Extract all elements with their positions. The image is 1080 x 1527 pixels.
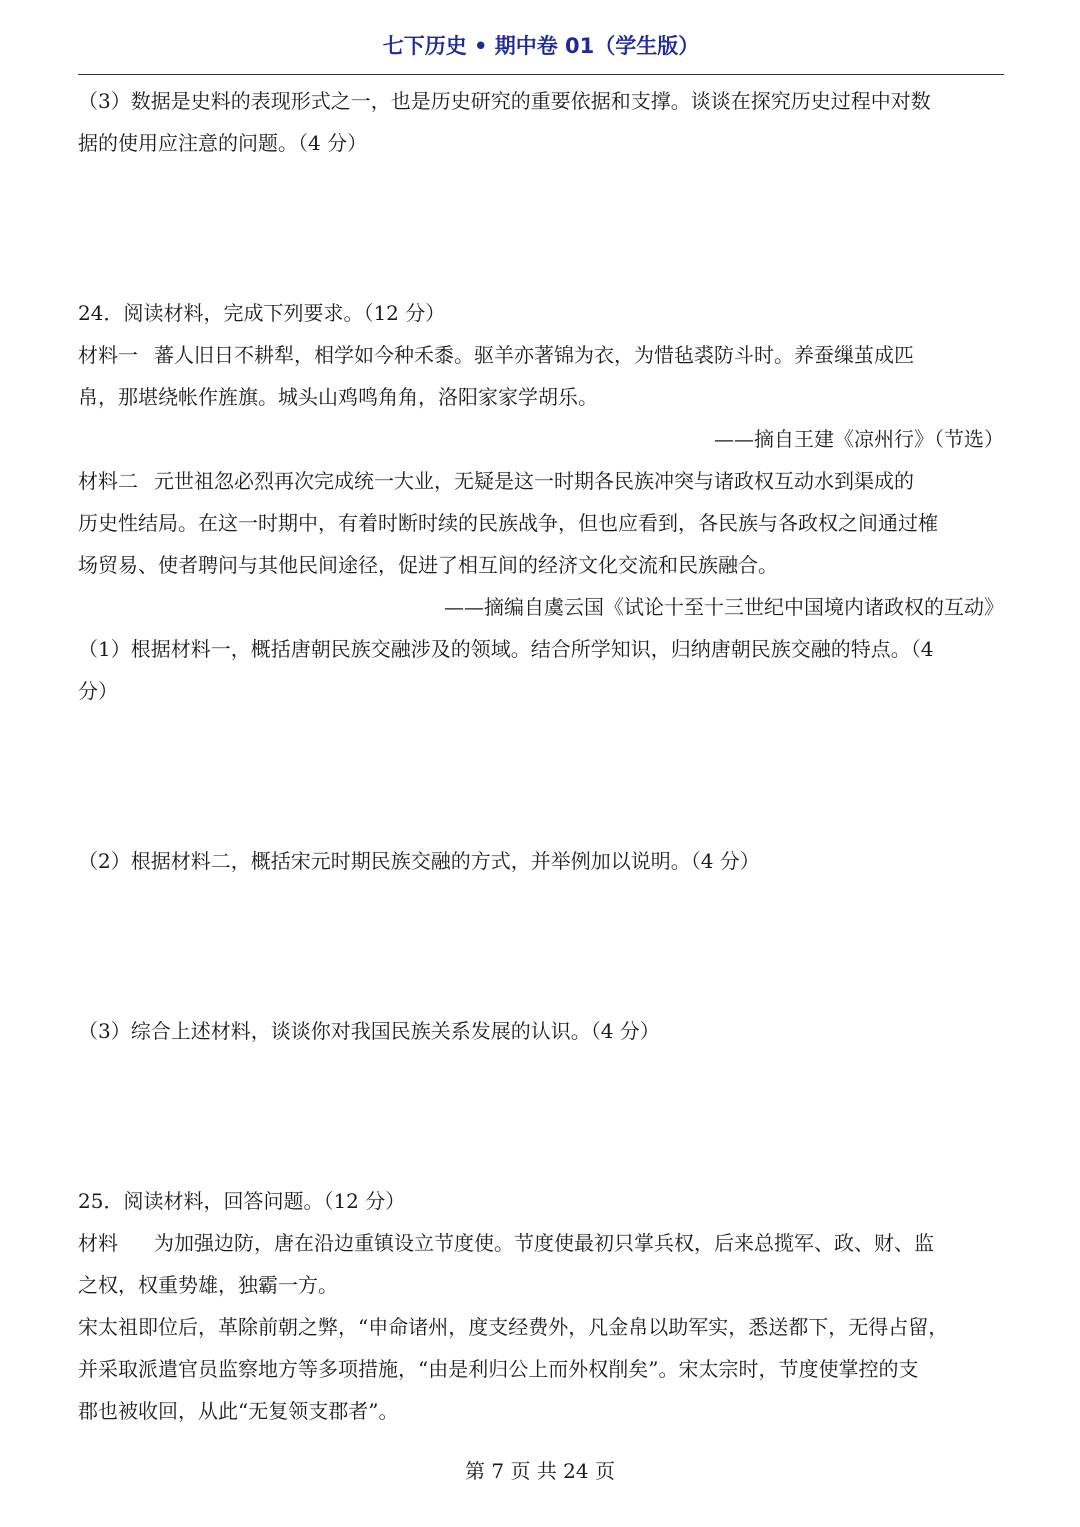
q25-material-text: 为加强边防，唐在沿边重镇设立节度使。节度使最初只掌兵权，后来总揽军、政、财、监 (154, 1231, 934, 1255)
page-content (78, 80, 1004, 1432)
q24-title: 24．阅读材料，完成下列要求。（12 分） (78, 301, 446, 325)
q24-material-2-source: ——摘编自虞云国《试论十至十三世纪中国境内诸政权的互动》 (444, 595, 1004, 619)
answer-space (78, 164, 1004, 292)
q25-material-label: 材料 (78, 1231, 118, 1255)
q24-material-1-line: 帛，那堪绕帐作旌旗。城头山鸡鸣角角，洛阳家家学胡乐。 (78, 385, 598, 409)
header-title: 七下历史 • 期中卷 01（学生版） (382, 34, 700, 58)
page-footer: 第 7 页 共 24 页 (465, 1459, 615, 1483)
q23-3-line: 据的使用应注意的问题。（4 分） (78, 131, 368, 155)
q24-sub-question-1: 分） (78, 679, 118, 703)
q25-material-line (78, 1222, 1004, 1264)
q24-sub-question-2: （2）根据材料二，概括宋元时期民族交融的方式，并举例加以说明。（4 分） (78, 849, 760, 873)
answer-space (78, 1052, 1004, 1180)
q24-material-1-label: 材料一 (78, 343, 138, 367)
q24-material-1-source: ——摘自王建《凉州行》（节选） (714, 427, 1004, 451)
q25-material-line: 宋太祖即位后，革除前朝之弊，“申命诸州，度支经费外，凡金帛以助军实，悉送都下，无得占留， (78, 1315, 949, 1339)
q24-material-2-line: 场贸易、使者聘问与其他民间途径，促进了相互间的经济文化交流和民族融合。 (78, 553, 778, 577)
q24-sub-question-1: （1）根据材料一，概括唐朝民族交融涉及的领域。结合所学知识，归纳唐朝民族交融的特点。（4 (78, 637, 934, 661)
q24-material-2-line (78, 460, 1004, 502)
question-24 (78, 292, 1004, 1052)
q24-material-2-text: 元世祖忽必烈再次完成统一大业，无疑是这一时期各民族冲突与诸政权互动水到渠成的 (154, 469, 914, 493)
answer-space (78, 882, 1004, 1010)
question-25 (78, 1180, 1004, 1432)
page-header (78, 30, 1004, 75)
q25-material-line: 郡也被收回，从此“无复领支郡者”。 (78, 1399, 399, 1423)
q25-material-line: 之权，权重势雄，独霸一方。 (78, 1273, 338, 1297)
q23-3-line: （3）数据是史料的表现形式之一，也是历史研究的重要依据和支撑。谈谈在探究历史过程中对数 (78, 89, 931, 113)
q24-material-1-text: 蕃人旧日不耕犁，相学如今种禾黍。驱羊亦著锦为衣，为惜毡裘防斗时。养蚕缫茧成匹 (154, 343, 914, 367)
q25-material-line: 并采取派遣官员监察地方等多项措施，“由是利归公上而外权削矣”。宋太宗时，节度使掌控的支 (78, 1357, 919, 1381)
q24-material-2-line: 历史性结局。在这一时期中，有着时断时续的民族战争，但也应看到，各民族与各政权之间通过榷 (78, 511, 938, 535)
q24-material-1-line (78, 334, 1004, 376)
answer-space (78, 712, 1004, 840)
q24-sub-question-3: （3）综合上述材料，谈谈你对我国民族关系发展的认识。（4 分） (78, 1019, 660, 1043)
q24-material-2-label: 材料二 (78, 469, 138, 493)
q25-title: 25．阅读材料，回答问题。（12 分） (78, 1189, 406, 1213)
question-23-part-3 (78, 80, 1004, 164)
